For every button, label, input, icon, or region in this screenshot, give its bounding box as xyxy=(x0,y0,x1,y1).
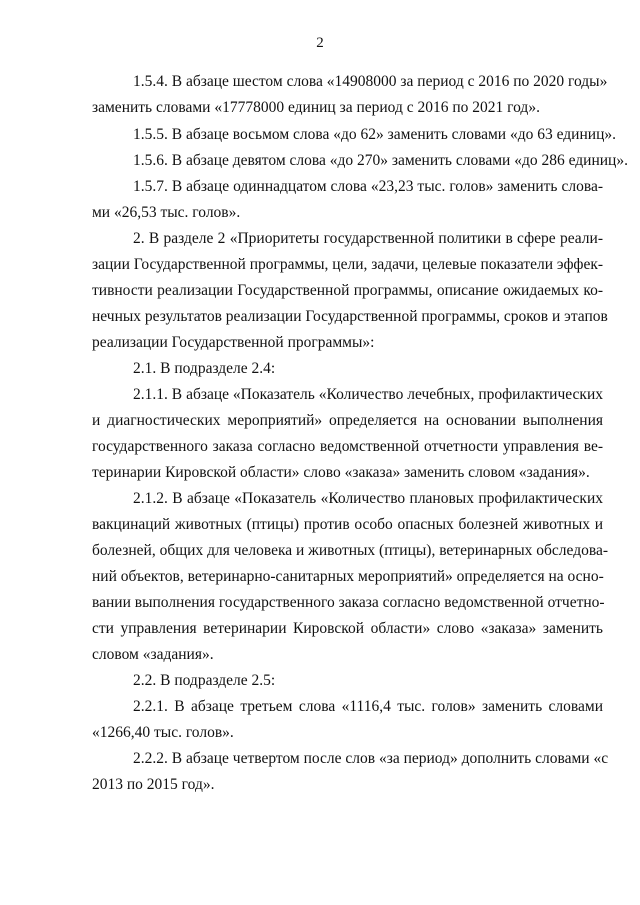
paragraph-line: тивности реализации Государственной программы, описание ожидаемых ко- xyxy=(92,282,603,299)
paragraph-line: 1.5.4. В абзаце шестом слова «14908000 за период с 2016 по 2020 годы» xyxy=(133,73,608,90)
paragraph-line: зации Государственной программы, цели, задачи, целевые показатели эффек- xyxy=(92,256,604,273)
paragraph-line: 2.2. В подразделе 2.5: xyxy=(133,672,276,689)
paragraph-line: 2. В разделе 2 «Приоритеты государственной политики в сфере реали- xyxy=(133,230,603,247)
paragraph-line: вакцинаций животных (птицы) против особо опасных болезней животных и xyxy=(92,516,603,533)
paragraph-line: ний объектов, ветеринарно-санитарных мероприятий» определяется на осно- xyxy=(92,568,604,585)
paragraph-line: 2.2.2. В абзаце четвертом после слов «за период» дополнить словами «с xyxy=(133,750,609,767)
paragraph-line: ми «26,53 тыс. голов». xyxy=(92,204,241,221)
paragraph-line: словом «задания». xyxy=(92,646,214,663)
paragraph-line: реализации Государственной программы»: xyxy=(92,334,375,351)
paragraph-line: 2.1. В подразделе 2.4: xyxy=(133,360,276,377)
paragraph-line: вании выполнения государственного заказа согласно ведомственной отчетно- xyxy=(92,594,605,611)
paragraph-line: 2.1.1. В абзаце «Показатель «Количество лечебных, профилактических xyxy=(133,386,603,403)
paragraph-line: сти управления ветеринарии Кировской области» слово «заказа» заменить xyxy=(92,620,603,637)
paragraph-line: теринарии Кировской области» слово «заказа» заменить словом «задания». xyxy=(92,464,590,481)
paragraph-line: 1.5.6. В абзаце девятом слова «до 270» заменить словами «до 286 единиц». xyxy=(133,152,628,169)
paragraph-line: «1266,40 тыс. голов». xyxy=(92,724,234,741)
paragraph-line: 1.5.7. В абзаце одиннадцатом слова «23,23 тыс. голов» заменить слова- xyxy=(133,178,603,195)
paragraph-line: нечных результатов реализации Государственной программы, сроков и этапов xyxy=(92,308,608,325)
paragraph-line: государственного заказа согласно ведомственной отчетности управления ве- xyxy=(92,438,603,455)
paragraph-line: 2013 по 2015 год». xyxy=(92,776,215,793)
paragraph-line: 2.2.1. В абзаце третьем слова «1116,4 тыс. голов» заменить словами xyxy=(133,698,603,715)
paragraph-line: болезней, общих для человека и животных (птицы), ветеринарных обследова- xyxy=(92,542,608,559)
paragraph-line: 1.5.5. В абзаце восьмом слова «до 62» заменить словами «до 63 единиц». xyxy=(133,126,616,143)
page-number: 2 xyxy=(316,35,324,51)
paragraph-line: заменить словами «17778000 единиц за период с 2016 по 2021 год». xyxy=(92,99,540,116)
paragraph-line: 2.1.2. В абзаце «Показатель «Количество плановых профилактических xyxy=(133,490,603,507)
paragraph-line: и диагностических мероприятий» определяется на основании выполнения xyxy=(92,412,603,429)
